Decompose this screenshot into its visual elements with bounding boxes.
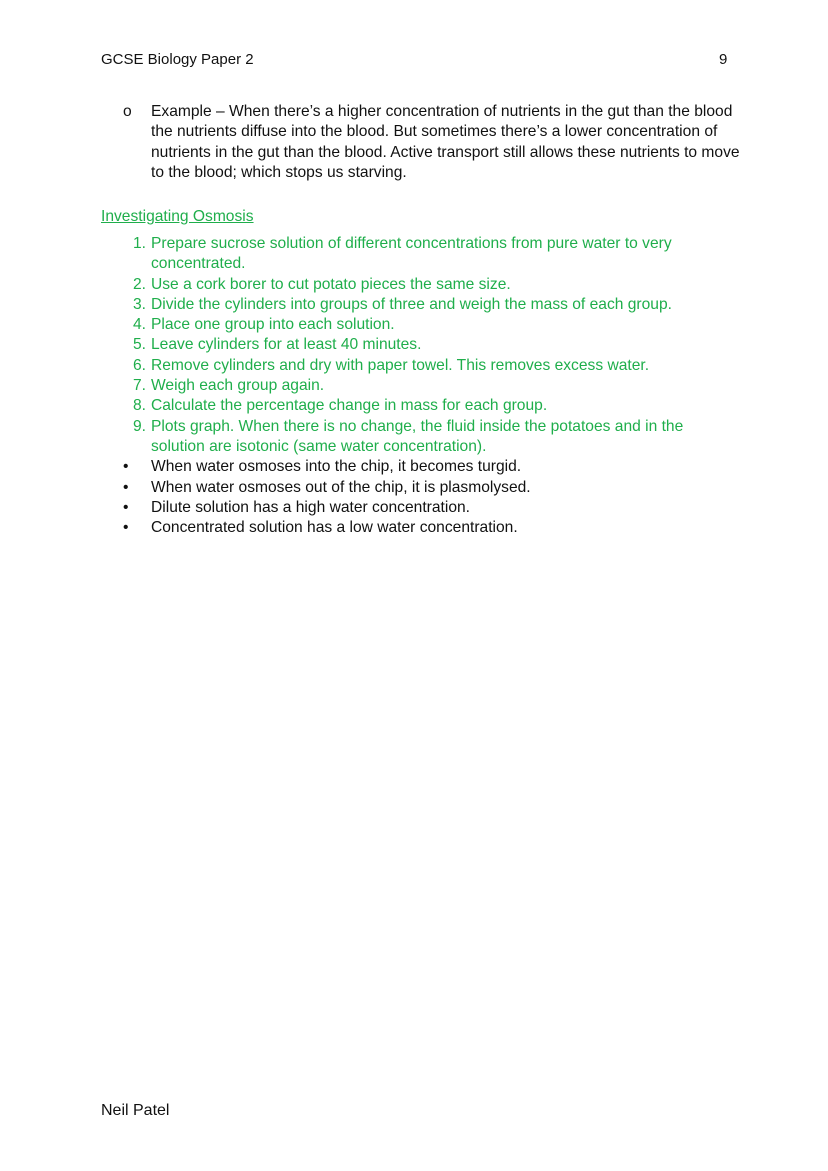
step-text: Calculate the percentage change in mass for each group.: [151, 397, 548, 415]
bullet-icon: •: [123, 519, 129, 537]
step-text: Leave cylinders for at least 40 minutes.: [151, 336, 422, 354]
step-item: [101, 356, 741, 376]
bullet-icon: •: [123, 458, 129, 476]
step-text: Plots graph. When there is no change, the fluid inside the potatoes and in the solution are isotonic (same water concentration).: [151, 417, 684, 455]
step-item: [101, 315, 741, 335]
step-item: [101, 295, 741, 315]
example-text: Example – When there’s a higher concentration of nutrients in the gut than the blood the nutrients diffuse into the blood. But sometimes there’s a lower concentration of nutrients in the gut than the blood. Active transport still allows these nutrients to move to the blood; which stops us starving.: [151, 103, 740, 181]
step-number: 4.: [132, 316, 146, 334]
footer-author: Neil Patel: [101, 1102, 170, 1119]
step-number: 3.: [132, 295, 146, 313]
circle-bullet-icon: o: [123, 103, 132, 120]
step-item: [101, 234, 741, 275]
step-text: Place one group into each solution.: [151, 316, 395, 334]
document-header-title: GCSE Biology Paper 2: [101, 51, 254, 68]
step-number: 8.: [132, 397, 146, 415]
bullet-item: [101, 498, 741, 518]
step-number: 5.: [132, 336, 146, 354]
step-text: Weigh each group again.: [151, 377, 325, 395]
list-item: [101, 102, 741, 183]
step-text: Remove cylinders and dry with paper towel. This removes excess water.: [151, 356, 650, 374]
step-item: [101, 376, 741, 396]
bullet-text: Concentrated solution has a low water concentration.: [151, 519, 518, 537]
bullet-text: When water osmoses into the chip, it becomes turgid.: [151, 458, 522, 476]
step-number: 7.: [132, 377, 146, 395]
step-text: Use a cork borer to cut potato pieces the same size.: [151, 275, 511, 293]
step-item: [101, 417, 741, 458]
section-heading: Investigating Osmosis: [101, 208, 254, 225]
bullet-item: [101, 518, 741, 538]
step-item: [101, 335, 741, 355]
step-number: 1.: [132, 235, 146, 252]
step-text: Prepare sucrose solution of different concentrations from pure water to very concentrated.: [151, 235, 672, 273]
bullet-text: Dilute solution has a high water concentration.: [151, 498, 470, 516]
step-text: Divide the cylinders into groups of three and weigh the mass of each group.: [151, 295, 672, 313]
example-paragraph: [101, 102, 741, 183]
step-item: [101, 275, 741, 295]
page-number: 9: [719, 51, 728, 68]
bullet-text: When water osmoses out of the chip, it is plasmolysed.: [151, 478, 531, 496]
step-number: 9.: [132, 417, 146, 435]
step-item: [101, 396, 741, 416]
bullet-item: [101, 478, 741, 498]
step-number: 6.: [132, 356, 146, 374]
osmosis-steps-list: [101, 234, 741, 538]
bullet-icon: •: [123, 478, 129, 496]
bullet-icon: •: [123, 498, 129, 516]
step-number: 2.: [132, 275, 146, 293]
bullet-item: [101, 457, 741, 477]
